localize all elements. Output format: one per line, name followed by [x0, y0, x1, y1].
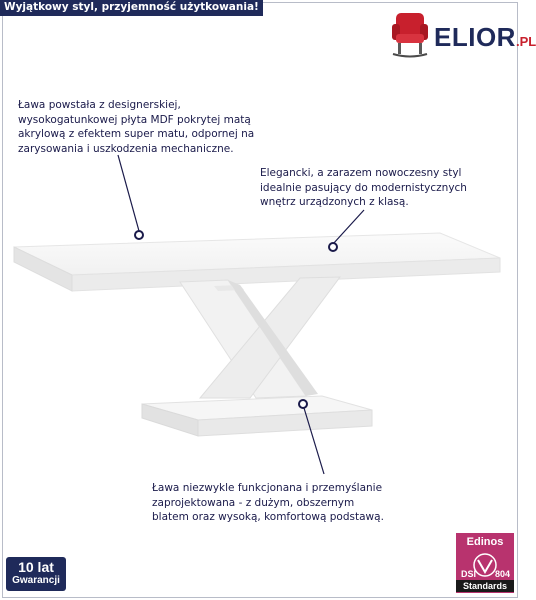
callout-line: blatem oraz wysoką, komfortową podstawą.	[152, 511, 384, 523]
callout-line: akrylową z efektem super matu, odpornej na	[18, 128, 255, 140]
certificate-standard: Standards	[456, 580, 514, 592]
callout-line: wnętrz urządzonych z klasą.	[260, 196, 409, 208]
callout-style	[260, 166, 467, 210]
callout-line: Ława powstała z designerskiej,	[18, 99, 181, 111]
callout-function	[152, 481, 384, 525]
callout-line: wysokogatunkowej płyta MDF pokrytej matą	[18, 113, 251, 126]
callout-line: idealnie pasujący do modernistycznych	[260, 181, 467, 194]
certificate-emblem-icon	[460, 550, 510, 580]
brand-name-main: ELIOR	[434, 22, 516, 52]
table-illustration	[14, 233, 500, 436]
certificate-name: Edinos	[466, 536, 504, 548]
brand-name-suffix: .PL	[515, 34, 536, 49]
certificate-code-left: DSI	[461, 569, 477, 579]
warranty-years: 10 lat	[18, 559, 54, 575]
callout-line: Elegancki, a zarazem nowoczesny styl	[260, 167, 462, 179]
slogan-banner: Wyjątkowy styl, przyjemność użytkowania!	[0, 0, 263, 16]
certificate-code-right: 804	[495, 569, 511, 579]
callout-leader-1	[118, 155, 143, 239]
callout-line: zaprojektowana - z dużym, obszernym	[152, 496, 355, 509]
certificate-badge	[456, 533, 514, 593]
callout-material	[18, 98, 254, 156]
callout-line: Ława niezwykle funkcjonana i przemyślanie	[152, 482, 383, 494]
warranty-badge	[6, 557, 66, 591]
warranty-label: Gwarancji	[12, 575, 60, 586]
callout-line: zarysowania i uszkodzenia mechaniczne.	[18, 142, 234, 155]
